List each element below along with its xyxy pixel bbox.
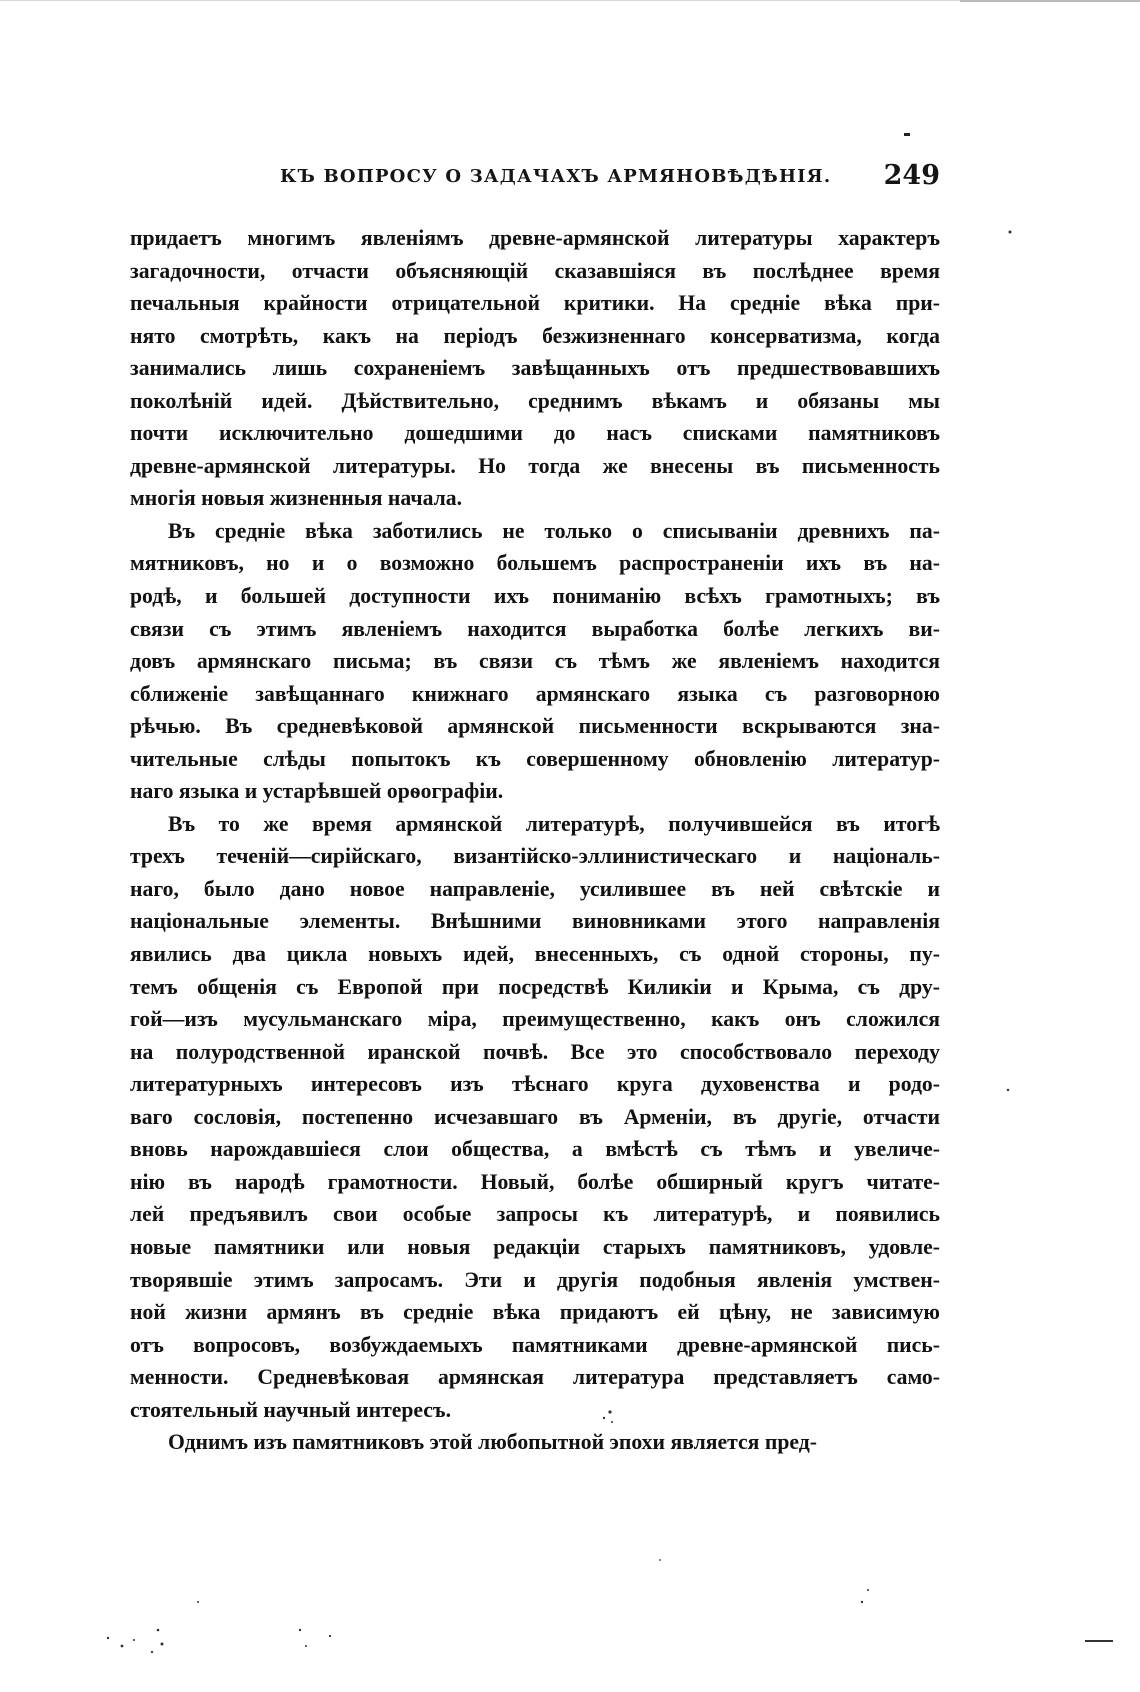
text-line: почти исключительно дошедшими до насъ списками памятниковъ bbox=[130, 421, 940, 446]
text-line: явились два цикла новыхъ идей, внесенныхъ, съ одной стороны, пу- bbox=[130, 942, 940, 967]
text-line: творявшіе этимъ запросамъ. Эти и другія подобныя явленія умствен- bbox=[130, 1267, 940, 1292]
text-line: гой—изъ мусульманскаго міра, преимущественно, какъ онъ сложился bbox=[130, 1007, 940, 1032]
running-title: КЪ ВОПРОСУ О ЗАДАЧАХЪ АРМЯНОВѢДѢНІЯ. bbox=[280, 166, 832, 187]
text-line: новые памятники или новыя редакціи старыхъ памятниковъ, удовле- bbox=[130, 1234, 940, 1259]
text-line: менности. Средневѣковая армянская литература представляетъ само- bbox=[130, 1365, 940, 1390]
text-line: родѣ, и большей доступности ихъ пониманію всѣхъ грамотныхъ; въ bbox=[130, 584, 940, 609]
text-line: ной жизни армянъ въ средніе вѣка придаютъ ей цѣну, не зависимую bbox=[130, 1300, 940, 1325]
text-line: вновь нарождавшіеся слои общества, а вмѣстѣ съ тѣмъ и увеличе- bbox=[130, 1137, 940, 1162]
text-line: мятниковъ, но и о возможно большемъ распространеніи ихъ въ на- bbox=[130, 551, 940, 576]
text-line: лей предъявилъ свои особые запросы къ литературѣ, и появились bbox=[130, 1202, 940, 1227]
text-line: Въ то же время армянской литературѣ, получившейся въ итогѣ bbox=[168, 811, 940, 836]
page-number: 249 bbox=[883, 160, 940, 191]
text-line: на полуродственной иранской почвѣ. Все это способствовало переходу bbox=[130, 1039, 940, 1064]
text-line: довъ армянскаго письма; въ связи съ тѣмъ же явленіемъ находится bbox=[130, 649, 940, 674]
text-line: чительные слѣды попытокъ къ совершенному обновленію литератур- bbox=[130, 746, 940, 771]
text-line: древне-армянской литературы. Но тогда же внесены въ письменность bbox=[130, 453, 940, 478]
text-line: загадочности, отчасти объясняющій сказавшіяся въ послѣднее время bbox=[130, 258, 940, 283]
text-line: стоятельный научный интересъ. bbox=[130, 1397, 451, 1422]
text-line: наго, было дано новое направленіе, усилившее въ ней свѣтскіе и bbox=[130, 876, 940, 901]
text-line: національные элементы. Внѣшними виновниками этого направленія bbox=[130, 909, 940, 934]
text-line: Въ средніе вѣка заботились не только о списываніи древнихъ па- bbox=[168, 518, 940, 543]
text-line: многія новыя жизненныя начала. bbox=[130, 486, 463, 511]
text-line: литературныхъ интересовъ изъ тѣснаго круга духовенства и родо- bbox=[130, 1072, 940, 1097]
text-line: рѣчью. Въ средневѣковой армянской письменности вскрываются зна- bbox=[130, 714, 940, 739]
text-line: сближеніе завѣщаннаго книжнаго армянскаго языка съ разговорною bbox=[130, 681, 940, 706]
text-line: занимались лишь сохраненіемъ завѣщанныхъ отъ предшествовавшихъ bbox=[130, 356, 940, 381]
text-line: связи съ этимъ явленіемъ находится выработка болѣе легкихъ ви- bbox=[130, 616, 940, 641]
text-line: нято смотрѣть, какъ на періодъ безжизненнаго консерватизма, когда bbox=[130, 323, 940, 348]
text-line: придаетъ многимъ явленіямъ древне-армянской литературы характеръ bbox=[130, 226, 940, 250]
text-line: печальныя крайности отрицательной критики. На средніе вѣка при- bbox=[130, 291, 940, 316]
text-line: наго языка и устарѣвшей орѳографіи. bbox=[130, 779, 504, 804]
text-line: трехъ теченій—сирійскаго, византійско-эллинистическаго и національ- bbox=[130, 844, 940, 869]
text-line: Однимъ изъ памятниковъ этой любопытной эпохи является пред- bbox=[168, 1430, 817, 1455]
text-line: поколѣній идей. Дѣйствительно, среднимъ вѣкамъ и обязаны мы bbox=[130, 388, 940, 413]
text-line: отъ вопросовъ, возбуждаемыхъ памятниками древне-армянской пись- bbox=[130, 1332, 940, 1357]
text-line: темъ общенія съ Европой при посредствѣ Киликіи и Крыма, съ дру- bbox=[130, 974, 940, 999]
text-line: нію въ народѣ грамотности. Новый, болѣе обширный кругъ читате- bbox=[130, 1169, 940, 1194]
text-line: ваго сословія, постепенно исчезавшаго въ Арменіи, въ другіе, отчасти bbox=[130, 1104, 940, 1129]
